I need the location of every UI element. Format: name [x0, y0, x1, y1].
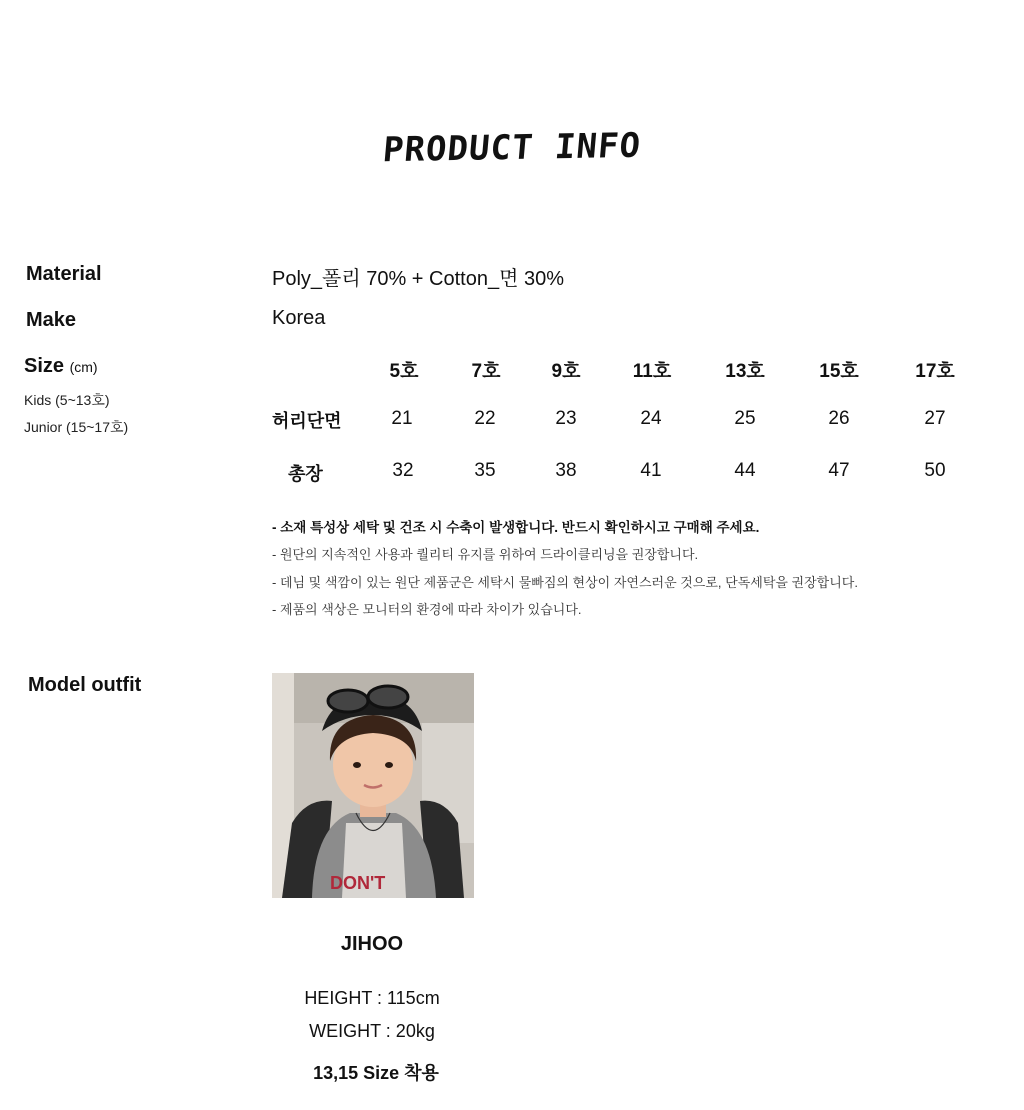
size-cell: 25: [734, 408, 756, 429]
size-cell: 32: [392, 460, 414, 481]
size-label-text: Size: [24, 355, 65, 377]
size-col-15: 15호: [819, 361, 859, 382]
size-label: [24, 355, 98, 378]
size-row-length-label: 총장: [288, 464, 323, 484]
make-value: Korea: [272, 307, 326, 329]
size-cell: 24: [640, 408, 662, 429]
model-name: JIHOO: [340, 933, 404, 955]
size-cell: 35: [474, 460, 496, 481]
size-kids-range: Kids (5~13호): [24, 392, 110, 408]
size-col-11: 11호: [632, 361, 672, 382]
size-cell: 23: [555, 408, 577, 429]
size-col-9: 9호: [551, 361, 581, 382]
size-col-7: 7호: [471, 361, 501, 382]
care-note-colorfast: - 데님 및 색깜이 있는 원단 제품군은 세탁시 물빠짐의 현상이 자연스러운 것으로, 단독세탁을 권장합니다.: [272, 575, 858, 590]
size-cell: 47: [828, 460, 850, 481]
model-weight: WEIGHT : 20kg: [309, 1021, 435, 1041]
size-cell: 50: [924, 460, 946, 481]
size-cell: 26: [828, 408, 850, 429]
size-cell: 38: [555, 460, 577, 481]
size-cell: 27: [924, 408, 946, 429]
model-size-worn: 13,15 Size 착용: [313, 1063, 439, 1083]
make-label: Make: [26, 309, 77, 331]
care-note-monitor: - 제품의 색상은 모니터의 환경에 따라 차이가 있습니다.: [272, 602, 582, 617]
care-note-shrink: - 소재 특성상 세탁 및 건조 시 수축이 발생합니다. 반드시 확인하시고 구매해 주세요.: [272, 520, 760, 535]
model-height: HEIGHT : 115cm: [304, 988, 440, 1008]
size-cell: 21: [391, 408, 413, 429]
size-col-5: 5호: [389, 361, 419, 382]
material-label: Material: [26, 263, 102, 285]
size-cell: 22: [474, 408, 496, 429]
size-col-13: 13호: [725, 361, 765, 382]
material-value: Poly_폴리 70% + Cotton_면 30%: [272, 268, 565, 290]
shirt-text: DON'T: [330, 873, 386, 893]
page-title: PRODUCT INFO: [381, 125, 643, 171]
size-col-17: 17호: [915, 361, 955, 382]
model-photo: [272, 673, 474, 898]
size-cell: 44: [734, 460, 756, 481]
size-cell: 41: [640, 460, 662, 481]
size-junior-range: Junior (15~17호): [24, 419, 129, 435]
size-row-waist-label: 허리단면: [272, 411, 342, 431]
care-note-dryclean: - 원단의 지속적인 사용과 퀄리티 유지를 위하여 드라이클리닝을 권장합니다.: [272, 547, 699, 562]
model-photo-illustration: [272, 673, 474, 898]
model-outfit-label: Model outfit: [28, 674, 142, 696]
size-unit: (cm): [69, 359, 98, 375]
